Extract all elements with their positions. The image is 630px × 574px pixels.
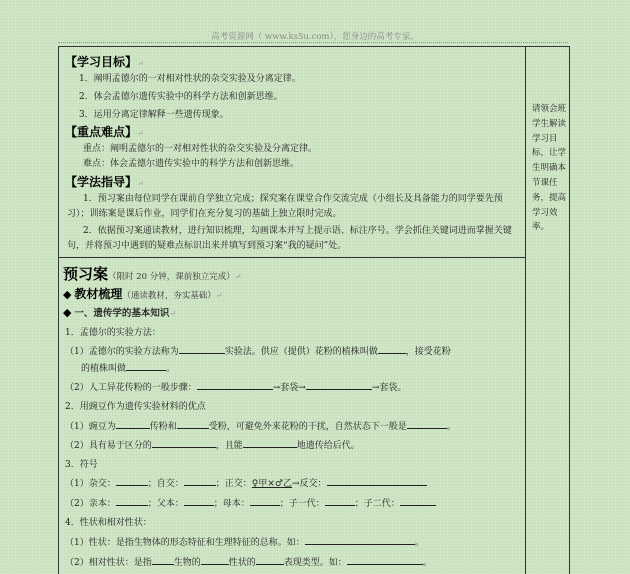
answer-blank[interactable] bbox=[116, 419, 150, 429]
key-point-1: 重点：阐明孟德尔的一对相对性状的杂交实验及分离定律。 bbox=[83, 144, 318, 154]
answer-blank[interactable] bbox=[325, 496, 355, 506]
answer-blank[interactable] bbox=[306, 380, 372, 390]
answer-blank[interactable] bbox=[250, 496, 280, 506]
answer-blank[interactable] bbox=[116, 496, 148, 506]
textbook-sort-heading: ◆ 教材梳理（通读教材，夯实基础）↵ bbox=[63, 287, 223, 301]
teacher-notes-column bbox=[526, 47, 569, 574]
method-paragraph-1: 1．预习案由每位同学在课前自学独立完成；探究案在课堂合作交流完成（小组长及具备能力的同学要先预习）；训练案是课后作业，同学们在充分复习的基础上独立限时完成。 bbox=[67, 194, 503, 219]
answer-blank[interactable] bbox=[243, 438, 297, 448]
question-3a: （1）杂交： ；自交： ；正交：♀甲×♂乙→反交： bbox=[65, 476, 427, 489]
answer-blank[interactable] bbox=[378, 344, 406, 354]
goal-2: 2．体会孟德尔遗传实验中的科学方法和创新思维。 bbox=[79, 92, 283, 102]
question-4b: （2）相对性状：是指 生物的 性状的 表现类型。如： 。 bbox=[65, 555, 432, 568]
answer-blank[interactable] bbox=[116, 476, 148, 486]
item-3: 3．符号 bbox=[65, 460, 98, 470]
question-1a-line2: 的植株叫做 。 bbox=[81, 361, 175, 374]
answer-blank[interactable] bbox=[327, 476, 427, 486]
question-3b: （2）亲本： ；父本： ；母本： ；子一代： ；子二代： bbox=[65, 496, 436, 509]
answer-blank[interactable] bbox=[197, 380, 273, 390]
teacher-note: 请领会班学生解读学习目标，让学生明确本节课任务，提高学习效率。 bbox=[532, 104, 567, 233]
header-rule bbox=[58, 42, 568, 43]
answer-blank[interactable] bbox=[347, 555, 423, 565]
item-4: 4．性状和相对性状： bbox=[65, 518, 152, 528]
answer-blank[interactable] bbox=[184, 476, 216, 486]
goals-heading: 【学习目标】↵ bbox=[65, 55, 144, 69]
answer-blank[interactable] bbox=[152, 555, 174, 565]
key-heading: 【重点难点】↵ bbox=[65, 125, 144, 139]
answer-blank[interactable] bbox=[179, 344, 225, 354]
answer-blank[interactable] bbox=[152, 438, 216, 448]
item-1: 1．孟德尔的实验方法： bbox=[65, 328, 161, 338]
question-4a: （1）性状：是指生物体的形态特征和生理特征的总称。如： 。 bbox=[65, 535, 424, 548]
question-1a: （1）孟德尔的实验方法称为 实验法。供应（提供）花粉的植株叫做 ，接受花粉 bbox=[65, 344, 451, 357]
answer-blank[interactable] bbox=[407, 419, 447, 429]
answer-blank[interactable] bbox=[400, 496, 436, 506]
answer-blank[interactable] bbox=[126, 361, 166, 371]
answer-blank[interactable] bbox=[305, 535, 415, 545]
diamond-bullet-icon: ◆ bbox=[63, 306, 72, 319]
key-point-2: 难点：体会孟德尔遗传实验中的科学方法和创新思维。 bbox=[83, 159, 300, 169]
question-1b: （2）人工异花传粉的一般步骤： →套袋→ →套袋。 bbox=[65, 380, 406, 393]
worksheet-page bbox=[58, 46, 570, 574]
question-2a: （1）豌豆为 传粉和 受粉，可避免外来花粉的干扰，自然状态下一般是 。 bbox=[65, 419, 456, 432]
answer-blank[interactable] bbox=[256, 555, 284, 565]
answer-blank[interactable] bbox=[201, 555, 229, 565]
goal-3: 3．运用分离定律解释一些遗传现象。 bbox=[79, 110, 229, 120]
question-2b: （2）具有易于区分的 ，且能 地遗传给后代。 bbox=[65, 438, 360, 451]
item-2: 2．用豌豆作为遗传实验材料的优点 bbox=[65, 402, 206, 412]
answer-blank[interactable] bbox=[177, 419, 209, 429]
goal-1: 1．阐明孟德尔的一对相对性状的杂交实验及分离定律。 bbox=[79, 74, 301, 84]
method-heading: 【学法指导】↵ bbox=[65, 175, 144, 189]
section-divider bbox=[59, 257, 525, 258]
method-paragraph-2: 2．依据预习案通读教材，进行知识梳理，勾画课本并写上提示语、标注序号。学会抓住关键词进而掌握关键句，并将预习中遇到的疑难点标识出来并填写到预习案“我的疑问”处。 bbox=[67, 226, 512, 251]
page-header: 高考资源网（ www.ks5u.com），您身边的高考专家。 bbox=[211, 32, 419, 42]
answer-blank[interactable] bbox=[184, 496, 214, 506]
main-column bbox=[59, 47, 526, 574]
section-1-heading: ◆ 一、遗传学的基本知识↵ bbox=[63, 306, 177, 319]
preview-heading: 预习案（限时 20 分钟，课前独立完成）↵ bbox=[63, 265, 242, 283]
diamond-bullet-icon: ◆ bbox=[63, 288, 72, 301]
